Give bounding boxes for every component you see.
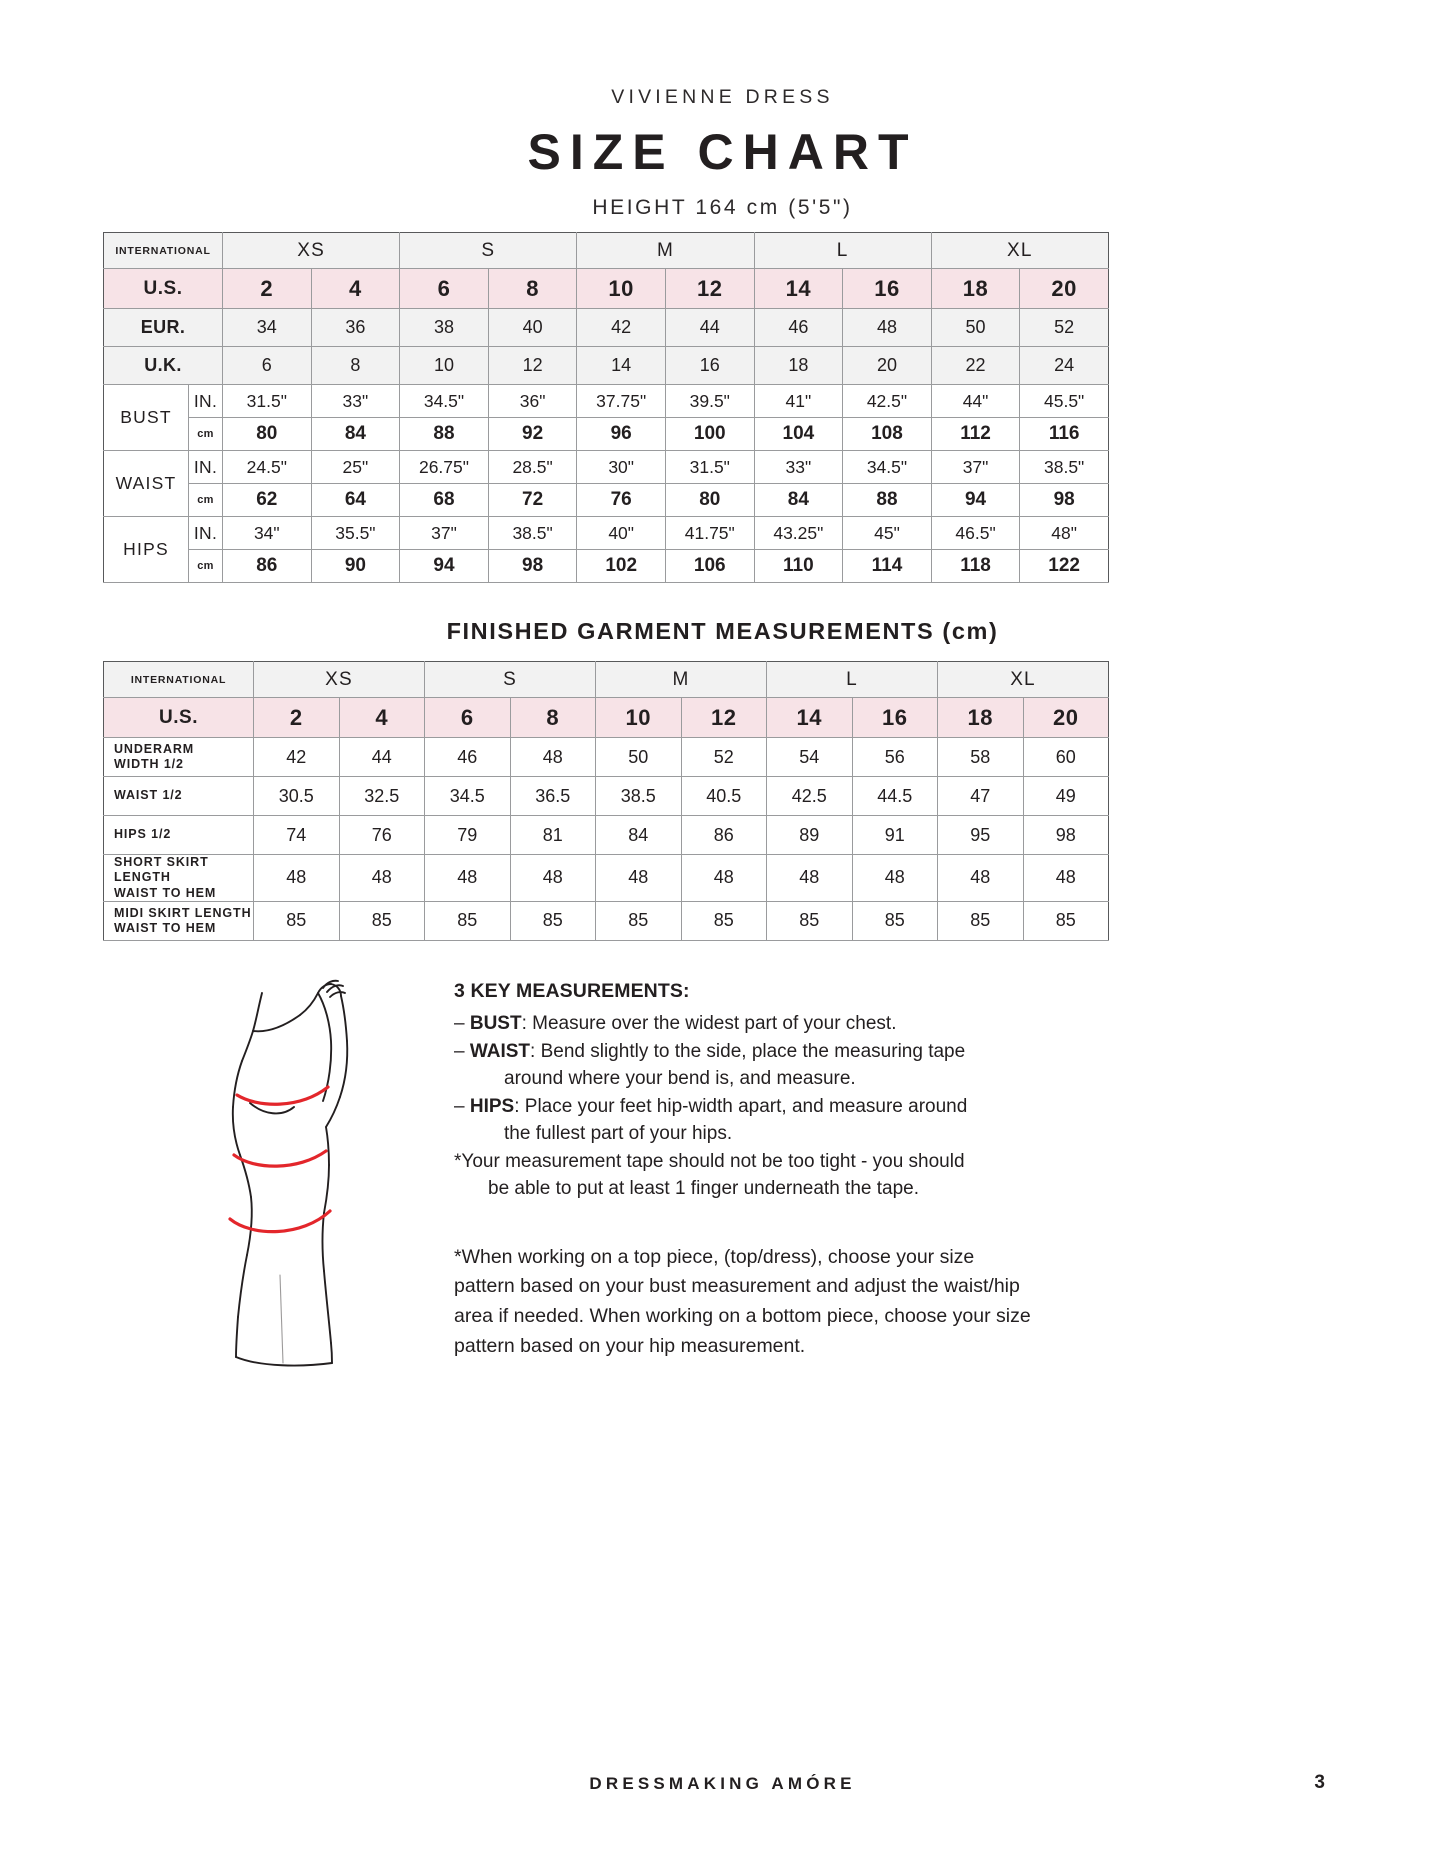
cell-value: 32.5 (339, 777, 425, 816)
cell-value: 86 (681, 816, 767, 855)
international-size: L (767, 662, 938, 698)
cell-value: 44 (339, 738, 425, 777)
height-subtitle: HEIGHT 164 cm (5'5") (592, 195, 853, 219)
cell-value: 34" (223, 517, 312, 550)
cell-value: 12 (488, 347, 577, 385)
pattern-choice-paragraph: *When working on a top piece, (top/dress), choose your size pattern based on your bust measurement and adjust the waist/hip area if needed. When working on a bottom piece, choose your size pattern based on your hip measurement. (454, 1245, 1031, 1357)
cell-value: 44" (931, 385, 1020, 418)
cell-value: 10 (596, 698, 682, 738)
cell-value: 54 (767, 738, 853, 777)
table-row-uk (104, 347, 1109, 385)
instruction-text: : Measure over the widest part of your chest. (521, 1013, 897, 1034)
cell-value: 20 (1020, 269, 1109, 309)
cell-value: 48 (339, 855, 425, 902)
table-row-short-skirt-length (104, 855, 1109, 902)
row-label: SHORT SKIRT LENGTH WAIST TO HEM (104, 855, 254, 902)
cell-value: 20 (843, 347, 932, 385)
cell-value: 88 (400, 418, 489, 451)
unit-label: IN. (189, 517, 223, 550)
instruction-text: : Bend slightly to the side, place the measuring tape (530, 1040, 966, 1062)
international-size: M (596, 662, 767, 698)
cell-value: 34.5 (425, 777, 511, 816)
cell-value: 116 (1020, 418, 1109, 451)
cell-value: 38.5" (488, 517, 577, 550)
international-size: S (400, 233, 577, 269)
hips-tape (230, 1211, 330, 1232)
cell-value: 48 (852, 855, 938, 902)
cell-value: 30.5 (254, 777, 340, 816)
cell-value: 48" (1020, 517, 1109, 550)
cell-value: 14 (754, 269, 843, 309)
cell-value: 50 (596, 738, 682, 777)
cell-value: 46 (754, 309, 843, 347)
cell-value: 16 (843, 269, 932, 309)
cell-value: 42.5" (843, 385, 932, 418)
cell-value: 85 (596, 901, 682, 940)
cell-value: 2 (223, 269, 312, 309)
cell-value: 42 (577, 309, 666, 347)
tape-note-line2: be able to put at least 1 finger underneath the tape. (488, 1177, 919, 1199)
finished-garment-table (103, 661, 1109, 941)
table-row-underarm (104, 738, 1109, 777)
cell-value: 10 (577, 269, 666, 309)
cell-value: 37" (931, 451, 1020, 484)
cell-value: 84 (311, 418, 400, 451)
cell-value: 12 (681, 698, 767, 738)
cell-value: 58 (938, 738, 1024, 777)
instruction-text: : Place your feet hip-width apart, and measure around (514, 1095, 968, 1117)
cell-value: 52 (681, 738, 767, 777)
table-row-international (104, 662, 1109, 698)
cell-value: 18 (938, 698, 1024, 738)
cell-value: 92 (488, 418, 577, 451)
cell-value: 42.5 (767, 777, 853, 816)
cell-value: 85 (1023, 901, 1109, 940)
cell-value: 64 (311, 484, 400, 517)
cell-value: 46.5" (931, 517, 1020, 550)
cell-value: 85 (852, 901, 938, 940)
cell-value: 48 (596, 855, 682, 902)
page-title: SIZE CHART (527, 123, 918, 180)
cell-value: 8 (510, 698, 596, 738)
instruction-continuation: around where your bend is, and measure. (504, 1067, 856, 1089)
cell-value: 98 (1023, 816, 1109, 855)
cell-value: 37" (400, 517, 489, 550)
cell-value: 48 (425, 855, 511, 902)
cell-value: 8 (488, 269, 577, 309)
bullet-dash: – (454, 1095, 470, 1117)
unit-label: cm (189, 484, 223, 517)
cell-value: 48 (938, 855, 1024, 902)
cell-value: 100 (665, 418, 754, 451)
cell-value: 104 (754, 418, 843, 451)
cell-value: 33" (311, 385, 400, 418)
cell-value: 31.5" (665, 451, 754, 484)
unit-label: IN. (189, 451, 223, 484)
cell-value: 72 (488, 484, 577, 517)
row-label: EUR. (104, 309, 223, 347)
cell-value: 80 (665, 484, 754, 517)
table-row-waist-1-2 (104, 777, 1109, 816)
instruction-term: BUST (469, 1013, 522, 1034)
table-row-us (104, 698, 1109, 738)
cell-value: 94 (931, 484, 1020, 517)
cell-value: 36 (311, 309, 400, 347)
cell-value: 90 (311, 550, 400, 583)
cell-value: 38 (400, 309, 489, 347)
cell-value: 34 (223, 309, 312, 347)
cell-value: 56 (852, 738, 938, 777)
cell-value: 48 (254, 855, 340, 902)
instruction-item (454, 1039, 1034, 1093)
cell-value: 85 (681, 901, 767, 940)
cell-value: 108 (843, 418, 932, 451)
cell-value: 12 (665, 269, 754, 309)
cell-value: 44.5 (852, 777, 938, 816)
table-row-bust-cm (104, 418, 1109, 451)
cell-value: 8 (311, 347, 400, 385)
row-label: WAIST 1/2 (104, 777, 254, 816)
waist-tape (234, 1151, 326, 1166)
footer-page-number: 3 (1314, 1772, 1325, 1793)
cell-value: 52 (1020, 309, 1109, 347)
cell-value: 102 (577, 550, 666, 583)
bust-tape (237, 1085, 328, 1104)
cell-value: 38.5" (1020, 451, 1109, 484)
group-name: HIPS (104, 517, 189, 583)
tape-note (454, 1149, 1034, 1203)
cell-value: 91 (852, 816, 938, 855)
cell-value: 84 (596, 816, 682, 855)
cell-value: 112 (931, 418, 1020, 451)
bullet-dash: – (454, 1013, 470, 1034)
cell-value: 34.5" (400, 385, 489, 418)
cell-value: 76 (577, 484, 666, 517)
international-size: L (754, 233, 931, 269)
cell-value: 48 (510, 738, 596, 777)
cell-value: 76 (339, 816, 425, 855)
cell-value: 36.5 (510, 777, 596, 816)
cell-value: 45" (843, 517, 932, 550)
row-label: MIDI SKIRT LENGTH WAIST TO HEM (104, 901, 254, 940)
table-row-eur (104, 309, 1109, 347)
cell-value: 85 (339, 901, 425, 940)
cell-value: 49 (1023, 777, 1109, 816)
cell-value: 46 (425, 738, 511, 777)
cell-value: 48 (510, 855, 596, 902)
row-label: U.K. (104, 347, 223, 385)
cell-value: 4 (339, 698, 425, 738)
cell-value: 6 (223, 347, 312, 385)
cell-value: 16 (665, 347, 754, 385)
instruction-term: HIPS (469, 1095, 515, 1117)
cell-value: 81 (510, 816, 596, 855)
cell-value: 47 (938, 777, 1024, 816)
row-label: U.S. (104, 698, 254, 738)
cell-value: 18 (931, 269, 1020, 309)
cell-value: 48 (1023, 855, 1109, 902)
cell-value: 35.5" (311, 517, 400, 550)
cell-value: 41.75" (665, 517, 754, 550)
table-row-us (104, 269, 1109, 309)
cell-value: 85 (510, 901, 596, 940)
cell-value: 45.5" (1020, 385, 1109, 418)
cell-value: 110 (754, 550, 843, 583)
measurement-figure (190, 975, 440, 1395)
cell-value: 106 (665, 550, 754, 583)
cell-value: 94 (400, 550, 489, 583)
cell-value: 34.5" (843, 451, 932, 484)
cell-value: 41" (754, 385, 843, 418)
cell-value: 85 (767, 901, 853, 940)
female-body-illustration (190, 975, 440, 1395)
row-label: UNDERARM WIDTH 1/2 (104, 738, 254, 777)
international-size: M (577, 233, 754, 269)
international-label: INTERNATIONAL (104, 662, 254, 698)
unit-label: cm (189, 418, 223, 451)
cell-value: 44 (665, 309, 754, 347)
row-label: HIPS 1/2 (104, 816, 254, 855)
cell-value: 40" (577, 517, 666, 550)
cell-value: 16 (852, 698, 938, 738)
cell-value: 30" (577, 451, 666, 484)
cell-value: 48 (843, 309, 932, 347)
instructions-heading: 3 KEY MEASUREMENTS: (454, 980, 690, 1002)
body-measurements-table (103, 232, 1109, 583)
cell-value: 96 (577, 418, 666, 451)
cell-value: 118 (931, 550, 1020, 583)
cell-value: 18 (754, 347, 843, 385)
cell-value: 38.5 (596, 777, 682, 816)
cell-value: 42 (254, 738, 340, 777)
cell-value: 88 (843, 484, 932, 517)
table-row-hips-1-2 (104, 816, 1109, 855)
table-row-hips-cm (104, 550, 1109, 583)
instructions-block (454, 980, 1034, 1361)
cell-value: 60 (1023, 738, 1109, 777)
cell-value: 43.25" (754, 517, 843, 550)
bullet-dash: – (454, 1040, 470, 1062)
table-row-bust-in (104, 385, 1109, 418)
cell-value: 10 (400, 347, 489, 385)
row-label: U.S. (104, 269, 223, 309)
page-header (0, 0, 1445, 218)
finished-garment-heading: FINISHED GARMENT MEASUREMENTS (cm) (446, 618, 999, 644)
cell-value: 122 (1020, 550, 1109, 583)
cell-value: 40.5 (681, 777, 767, 816)
table-row-midi-skirt-length (104, 901, 1109, 940)
cell-value: 48 (681, 855, 767, 902)
cell-value: 33" (754, 451, 843, 484)
product-name: VIVIENNE DRESS (611, 86, 834, 108)
international-size: XL (938, 662, 1109, 698)
international-size: S (425, 662, 596, 698)
group-name: WAIST (104, 451, 189, 517)
cell-value: 28.5" (488, 451, 577, 484)
instruction-item (454, 1094, 1034, 1148)
cell-value: 95 (938, 816, 1024, 855)
cell-value: 50 (931, 309, 1020, 347)
instruction-item (454, 1011, 1034, 1038)
cell-value: 98 (1020, 484, 1109, 517)
table-row-hips-in (104, 517, 1109, 550)
cell-value: 85 (254, 901, 340, 940)
international-size: XS (254, 662, 425, 698)
cell-value: 68 (400, 484, 489, 517)
table-row-waist-in (104, 451, 1109, 484)
cell-value: 84 (754, 484, 843, 517)
cell-value: 89 (767, 816, 853, 855)
cell-value: 6 (425, 698, 511, 738)
tape-note-line1: *Your measurement tape should not be too tight - you should (454, 1150, 965, 1172)
cell-value: 14 (577, 347, 666, 385)
cell-value: 85 (938, 901, 1024, 940)
cell-value: 98 (488, 550, 577, 583)
international-size: XL (931, 233, 1108, 269)
cell-value: 20 (1023, 698, 1109, 738)
cell-value: 79 (425, 816, 511, 855)
group-name: BUST (104, 385, 189, 451)
cell-value: 114 (843, 550, 932, 583)
cell-value: 4 (311, 269, 400, 309)
instruction-term: WAIST (469, 1040, 531, 1062)
cell-value: 26.75" (400, 451, 489, 484)
table-row-international (104, 233, 1109, 269)
cell-value: 36" (488, 385, 577, 418)
cell-value: 86 (223, 550, 312, 583)
cell-value: 6 (400, 269, 489, 309)
cell-value: 39.5" (665, 385, 754, 418)
cell-value: 37.75" (577, 385, 666, 418)
international-label: INTERNATIONAL (104, 233, 223, 269)
cell-value: 25" (311, 451, 400, 484)
cell-value: 40 (488, 309, 577, 347)
cell-value: 14 (767, 698, 853, 738)
footer-brand: DRESSMAKING AMÓRE (589, 1774, 856, 1793)
cell-value: 24.5" (223, 451, 312, 484)
cell-value: 22 (931, 347, 1020, 385)
cell-value: 48 (767, 855, 853, 902)
cell-value: 62 (223, 484, 312, 517)
table-row-waist-cm (104, 484, 1109, 517)
cell-value: 2 (254, 698, 340, 738)
international-size: XS (223, 233, 400, 269)
cell-value: 24 (1020, 347, 1109, 385)
instruction-continuation: the fullest part of your hips. (504, 1122, 733, 1144)
cell-value: 31.5" (223, 385, 312, 418)
cell-value: 80 (223, 418, 312, 451)
unit-label: cm (189, 550, 223, 583)
cell-value: 85 (425, 901, 511, 940)
cell-value: 74 (254, 816, 340, 855)
unit-label: IN. (189, 385, 223, 418)
